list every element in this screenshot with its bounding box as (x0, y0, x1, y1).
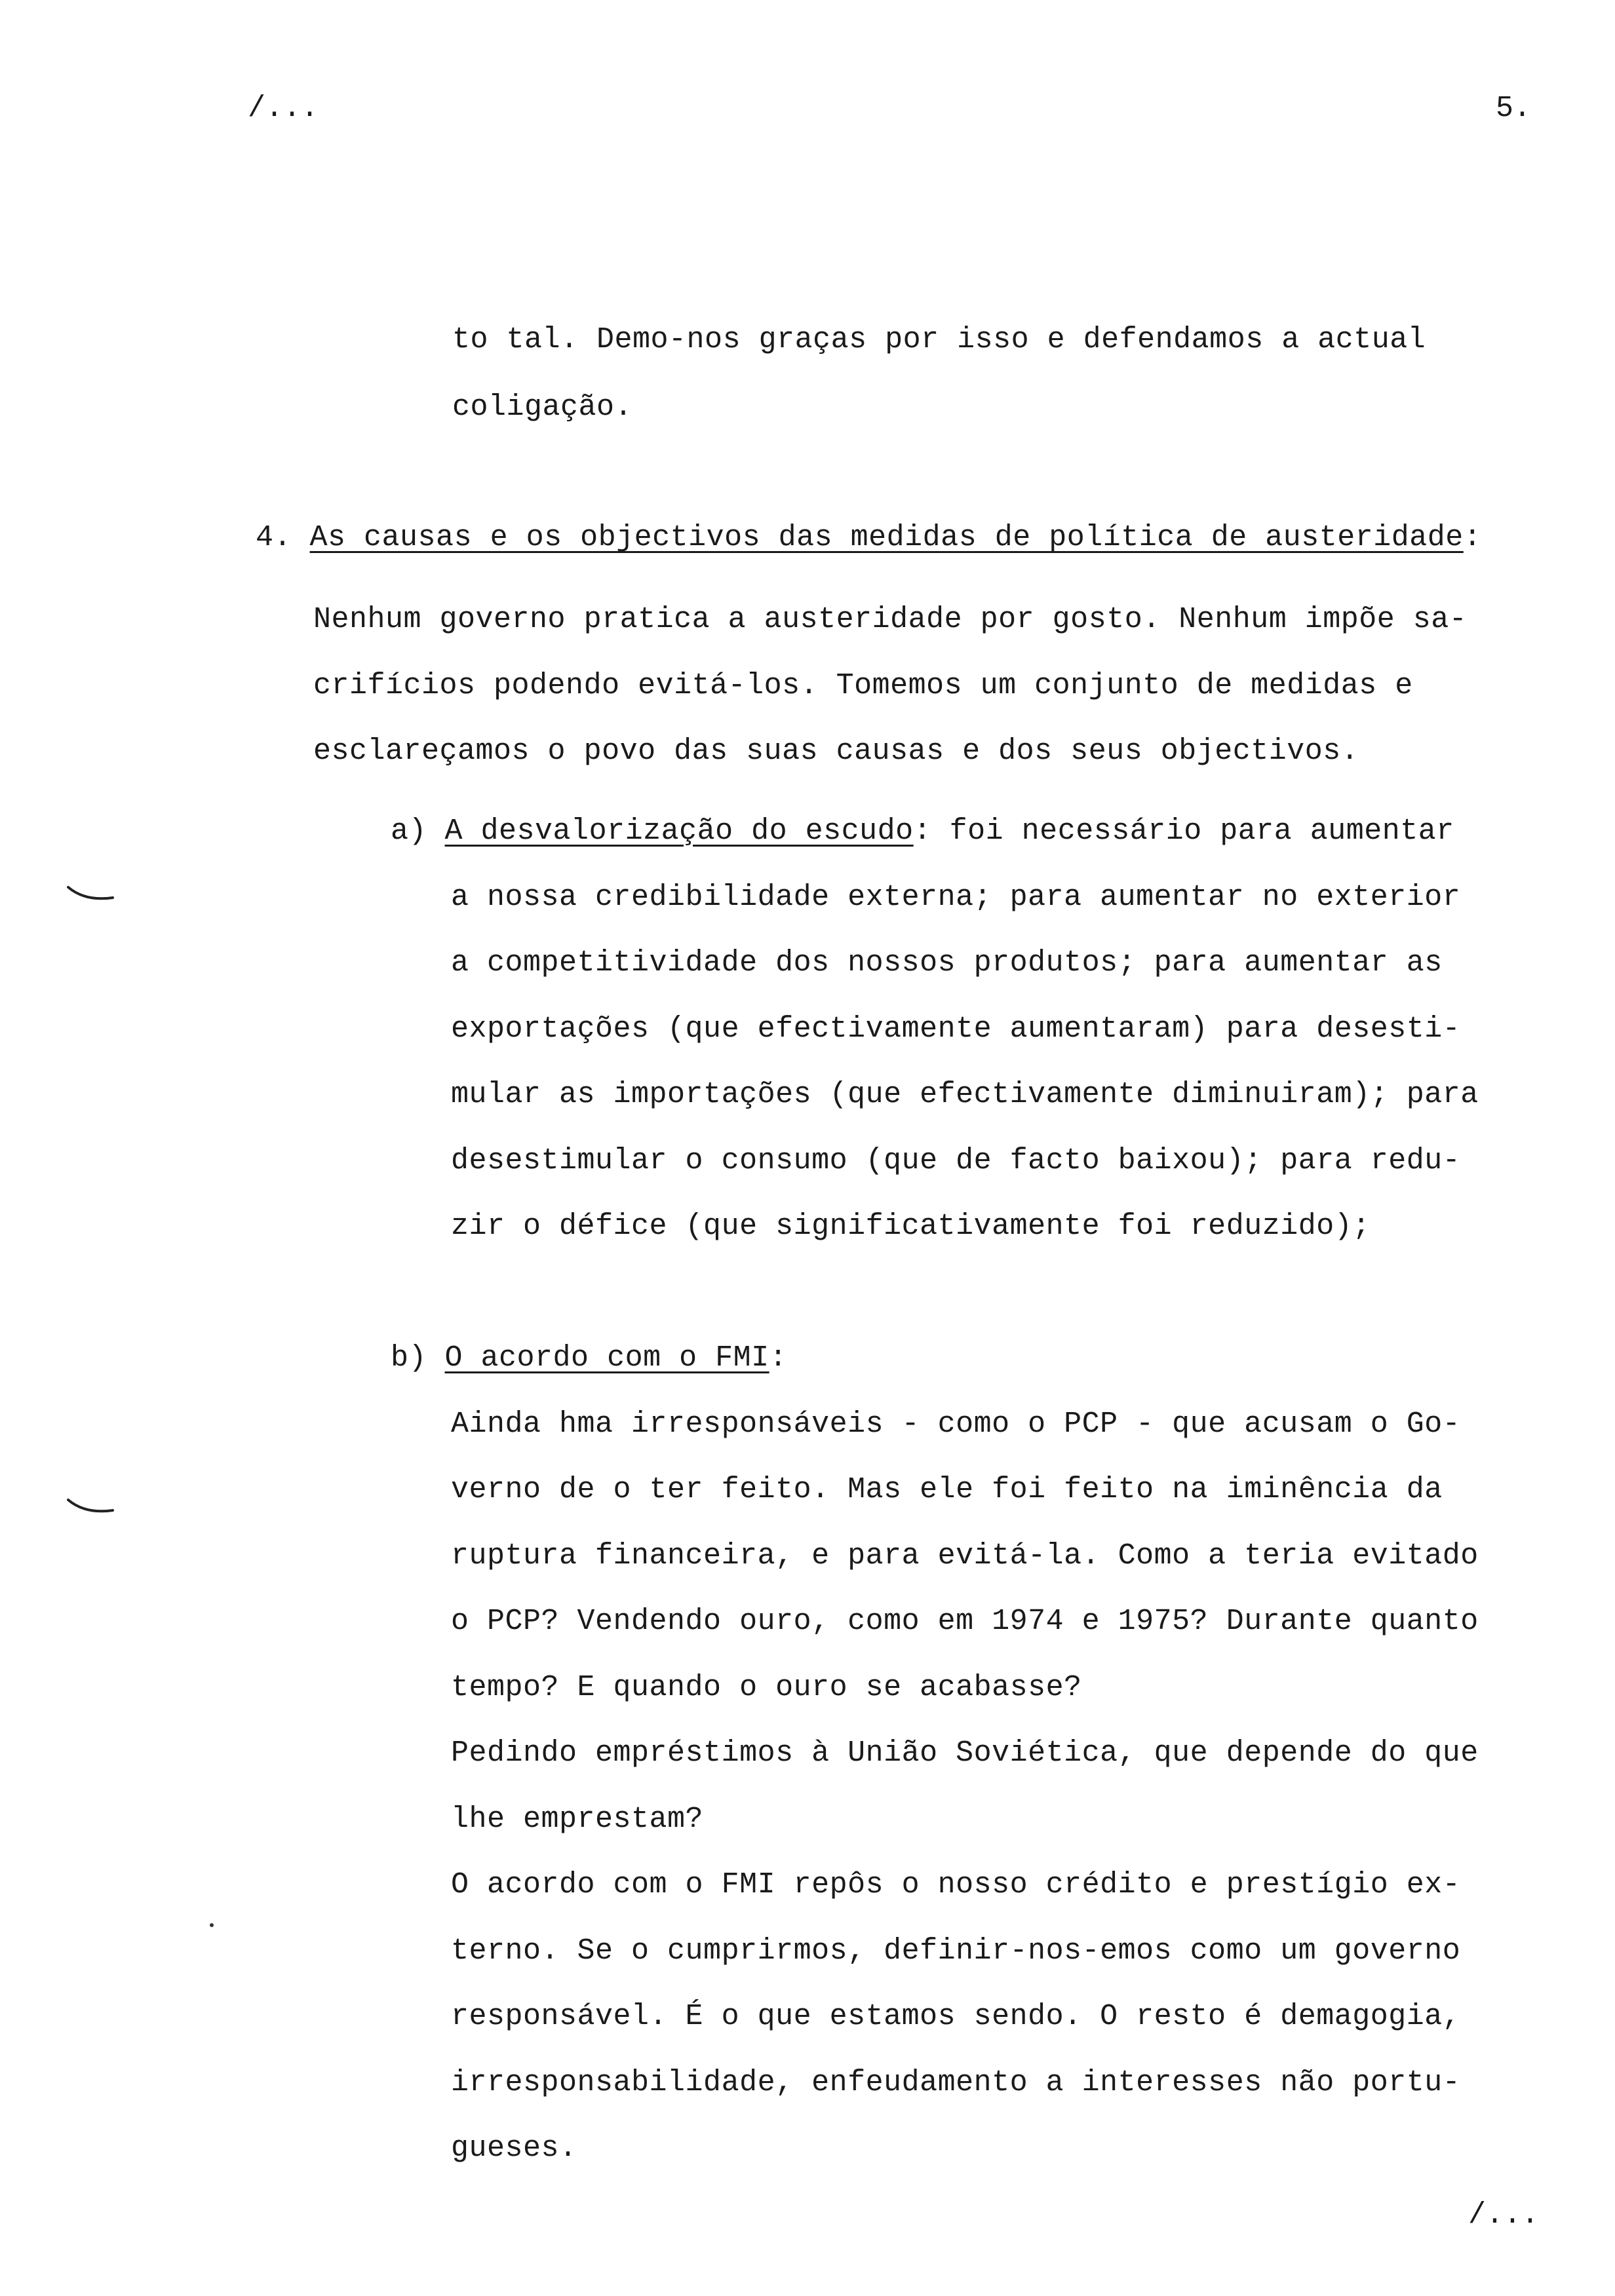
text-line: lhe emprestam? (451, 1803, 704, 1836)
text-line: zir o défice (que significativamente foi reduzido); (451, 1210, 1371, 1243)
text-line: crifícios podendo evitá-los. Tomemos um conjunto de medidas e (313, 669, 1413, 702)
item-b-title-colon: : (769, 1341, 788, 1375)
list-item-b-first-line (391, 1341, 787, 1375)
stray-dot (210, 1923, 214, 1927)
text-line: o PCP? Vendendo ouro, como em 1974 e 1975? Durante quanto (451, 1605, 1479, 1638)
footer-continuation: /... (1468, 2198, 1540, 2232)
section-number: 4. (256, 521, 292, 554)
text-line: a competitividade dos nossos produtos; para aumentar as (451, 946, 1443, 980)
text-line: Ainda hma irresponsáveis - como o PCP - que acusam o Go- (451, 1407, 1461, 1441)
page-number: 5. (1496, 92, 1532, 125)
text-line: responsável. É o que estamos sendo. O resto é demagogia, (451, 2000, 1461, 2033)
text-line: mular as importações (que efectivamente diminuiram); para (451, 1078, 1479, 1111)
section-heading (256, 521, 1481, 554)
margin-tick-icon (66, 1497, 118, 1517)
text-line: exportações (que efectivamente aumentaram) para desesti- (451, 1012, 1461, 1046)
section-heading-text: As causas e os objectivos das medidas de política de austeridade (309, 521, 1464, 554)
text-line: terno. Se o cumprirmos, definir-nos-emos como um governo (451, 1934, 1461, 1968)
text-line: to tal. Demo-nos graças por isso e defendamos a actual (452, 323, 1426, 356)
list-item-a-first-line (391, 814, 1454, 848)
section-heading-colon: : (1463, 521, 1482, 554)
text-line: a nossa credibilidade externa; para aumentar no exterior (451, 881, 1461, 914)
text-line: irresponsabilidade, enfeudamento a interesses não portu- (451, 2066, 1461, 2099)
text-line: verno de o ter feito. Mas ele foi feito na iminência da (451, 1473, 1443, 1506)
item-a-first-line-rest: : foi necessário para aumentar (913, 814, 1454, 848)
list-marker-a: a) (391, 814, 427, 848)
text-line: desestimular o consumo (que de facto baixou); para redu- (451, 1144, 1461, 1177)
text-line: tempo? E quando o ouro se acabasse? (451, 1671, 1082, 1704)
header-continuation: /... (248, 92, 319, 125)
text-line: gueses. (451, 2132, 577, 2165)
text-line: O acordo com o FMI repôs o nosso crédito e prestígio ex- (451, 1868, 1461, 1902)
text-line: Nenhum governo pratica a austeridade por gosto. Nenhum impõe sa- (313, 603, 1468, 636)
list-marker-b: b) (391, 1341, 427, 1375)
item-b-title: O acordo com o FMI (444, 1341, 769, 1375)
text-line: coligação. (452, 391, 633, 424)
margin-tick-icon (66, 885, 118, 904)
text-line: ruptura financeira, e para evitá-la. Como a teria evitado (451, 1539, 1479, 1573)
text-line: esclareçamos o povo das suas causas e dos seus objectivos. (313, 735, 1359, 768)
text-line: Pedindo empréstimos à União Soviética, que depende do que (451, 1736, 1479, 1770)
item-a-title: A desvalorização do escudo (444, 814, 914, 848)
